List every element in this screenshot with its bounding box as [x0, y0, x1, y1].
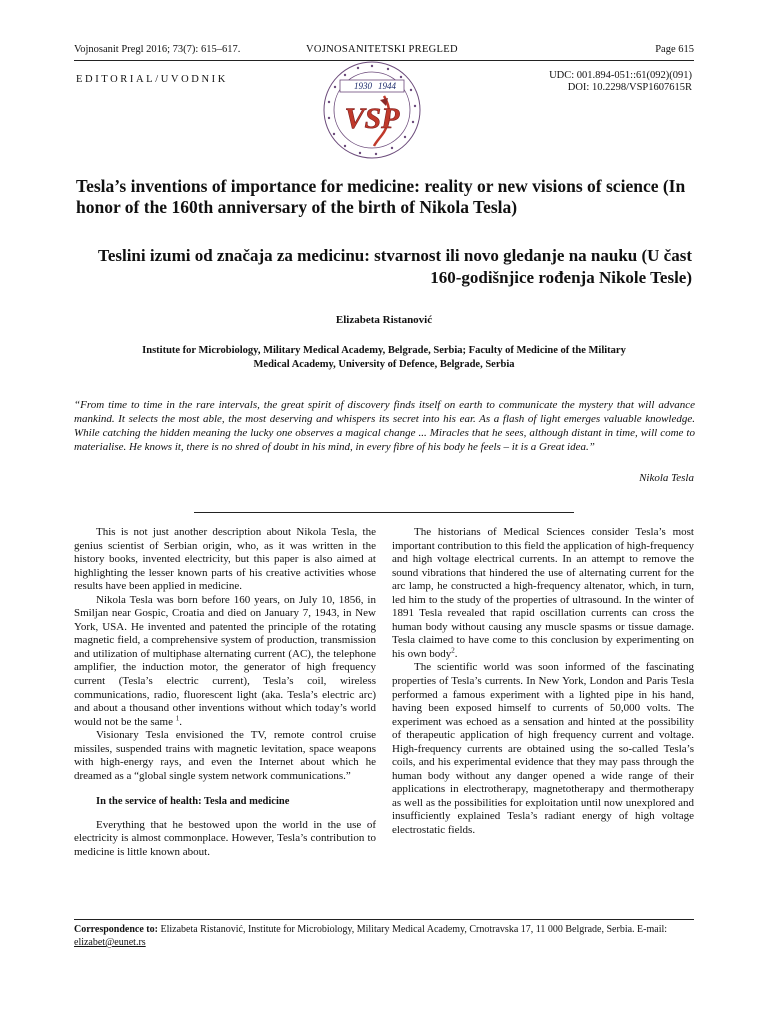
section-heading: In the service of health: Tesla and medicine	[96, 796, 290, 808]
section-label: EDITORIAL/UVODNIK	[76, 74, 228, 85]
epigraph-author: Nikola Tesla	[639, 472, 694, 484]
reference-marker[interactable]: 2	[451, 646, 455, 655]
paragraph: This is not just another description about Nikola Tesla, the genius scientist of Serbian origin, who, as it was written in the history books, invented electricity, but this paper is also aimed at highlighting the lesser known parts of his creative activities whose results have been applied in medicine.	[74, 526, 376, 593]
article-subtitle: Teslini izumi od značaja za medicinu: stvarnost ili novo gledanje na nauku (U čast 160-godišnjice rođenja Nikole Tesle)	[98, 246, 692, 287]
footer-divider	[74, 919, 694, 920]
article-title: Tesla’s inventions of importance for medicine: reality or new visions of science (In honor of the 160th anniversary of the birth of Nikola Tesla)	[76, 176, 686, 217]
paragraph: Visionary Tesla envisioned the TV, remote control cruise missiles, suspended trains with magnetic levitation, space weapons with high-energy rays, and even the Internet about which he dreamed as a “global single system network communications.”	[74, 729, 376, 782]
doi: DOI: 10.2298/VSP1607615R	[567, 82, 692, 93]
correspondence-text: Elizabeta Ristanović, Institute for Microbiology, Military Medical Academy, Crnotravska 17, 11 000 Belgrade, Serbia. E-mail:	[160, 924, 668, 935]
logo-year-right: 1944	[378, 81, 396, 91]
paragraph: Everything that he bestowed upon the world in the use of electricity is almost commonplace. However, Tesla’s contribution to medicine is little known about.	[74, 818, 376, 859]
logo-letters: VSP	[344, 102, 400, 135]
body-column-right	[392, 526, 694, 838]
journal-citation: Vojnosanit Pregl 2016; 73(7): 615–617.	[74, 44, 241, 55]
paragraph: The historians of Medical Sciences consider Tesla’s most important contribution to this field the application of high-frequency and high voltage electrical currents. In an attempt to remove the sound vibrations that hindered the use of alternating current for the arc lamp, he constructed a high-frequency altenator, which, in turn, led him to the study of the properties of ultrasound. In the winter of 1891 Tesla revealed that rapid oscillation currents can cross the human body without causing any muscle spasms or tissue damage. Tesla claimed to have come to this conclusion by experimenting on his own body$^2$.	[392, 526, 694, 660]
journal-name: VOJNOSANITETSKI PREGLED	[306, 44, 458, 55]
paragraph: Nikola Tesla was born before 160 years, on July 10, 1856, in Smiljan near Gospic, Croatia and died on January 7, 1943, in New York, USA. He invented and patented the principle of the rotating magnetic field, a comprehensive system of production, transmission and utilization of multiphase alternating current (AC), the telephone amplifier, the induction motor, the generator of high frequency current (Tesla’s electric current), Tesla’s coil, wireless communications, radio, fluorescent light (aka. Tesla’s electric arc) and about a thousand other inventions without which today’s world would not be the same $^1$.	[74, 593, 376, 728]
epigraph-divider	[194, 512, 574, 513]
paragraph: The scientific world was soon informed of the fascinating properties of Tesla’s currents. In New York, London and Paris Tesla performed a famous experiment with a lighted pipe in his hand, having been exposed himself to currents of 50,000 volts. The experiment was echoed as a sensation and hinted at the possibility of therapeutic application of high frequency current and voltage. High-frequency currents are obtained using the so-called Tesla’s coils, and his experimental evidence that they may pass through the human body without any danger opened a wide range of their applications in electrotherapy, magnetotherapy and thermotherapy as well as the possibilities for exploitation until now unexplored and insufficiently explained Tesla’s radiant energy of high voltage electrostatic fields.	[392, 661, 694, 837]
udc-code: UDC: 001.894-051::61(092)(091)	[549, 70, 692, 81]
author-affiliation: Institute for Microbiology, Military Medical Academy, Belgrade, Serbia; Faculty of Medicine of the Military Medical Academy, University of Defence, Belgrade, Serbia	[142, 345, 626, 370]
correspondence-footer	[74, 923, 694, 949]
logo-year-left: 1930	[354, 81, 372, 91]
body-column-left	[74, 526, 376, 860]
page-number: Page 615	[655, 44, 694, 55]
vsp-seal-icon	[320, 58, 424, 162]
email-link[interactable]: elizabet@eunet.rs	[74, 937, 146, 948]
epigraph-quote: “From time to time in the rare intervals, the great spirit of discovery finds itself on earth to communicate the mystery that will advance mankind. It selects the most able, the most deserving and whispers its secret into his ear. As a flash of light emerges valuable knowledge. While catching the hidden meaning the lucky one observes a magical change ... Miracles that he sees, although distant in time, will come to materialise. He knows it, there is no shred of doubt in his mind, in every fibre of his body he feels – it is a Great idea.”	[74, 399, 695, 453]
author-name: Elizabeta Ristanović	[335, 314, 433, 326]
article-identifiers	[549, 70, 692, 94]
reference-marker[interactable]: 1	[175, 714, 180, 722]
correspondence-label: Correspondence to:	[74, 924, 158, 935]
journal-logo	[320, 58, 424, 162]
